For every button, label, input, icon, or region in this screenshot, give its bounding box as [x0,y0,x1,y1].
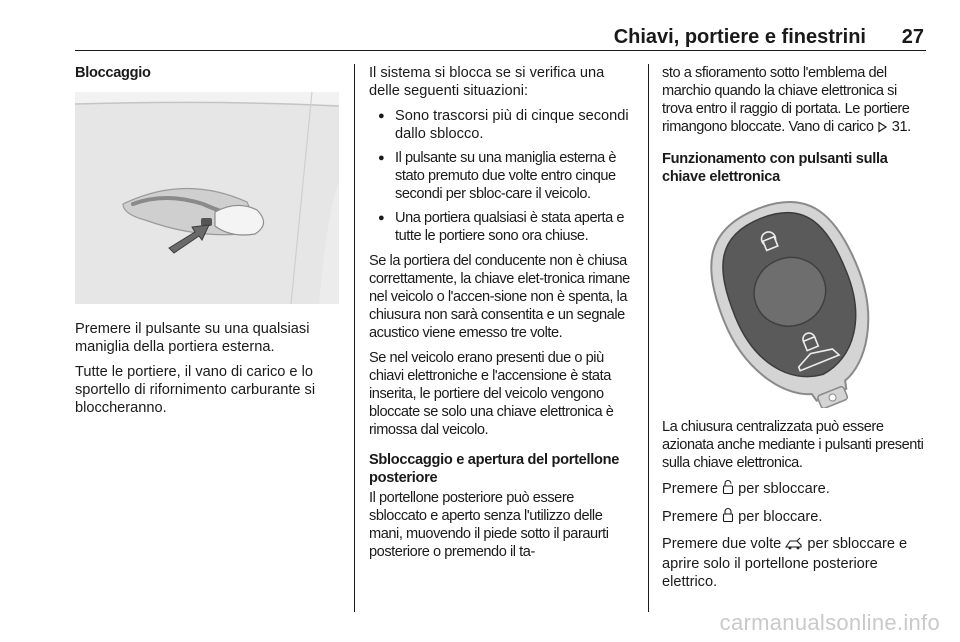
unlock-suffix: per sbloccare. [738,481,830,497]
list-item: ● Il pulsante su una maniglia esterna è stato premuto due volte entro cinque secondi per sbloc-care il veicolo. [369,149,634,203]
col1-paragraph-1: Premere il pulsante su una qualsiasi maniglia della portiera esterna. [75,321,310,355]
tailgate-suffix: per sbloccare e aprire solo il portellone posteriore elettrico. [662,536,908,590]
section-heading-tailgate: Sbloccaggio e apertura del portellone posteriore [369,452,620,486]
unlock-icon [722,479,734,500]
lock-conditions-list [369,107,634,245]
unlock-prefix: Premere [662,481,718,497]
lock-suffix: per bloccare. [738,509,823,525]
col3-paragraph-1-text: sto a sfioramento sotto l'emblema del marchio quando la chiave elettronica si trova entro il raggio di portata. Le portiere rimangono bloccate. Vano di carico [662,65,910,135]
col1-paragraph-2: Tutte le portiere, il vano di carico e lo sportello di rifornimento carburante si bloccheranno. [75,364,316,416]
col2-paragraph-1: Se la portiera del conducente non è chiusa correttamente, la chiave elet-tronica rimane nel veicolo o l'accen-sione non è spenta, la chiusura non sarà consentita e un segnale acustico viene emesso tre volte. [369,253,630,341]
column-1 [75,64,341,424]
col3-paragraph-2: La chiusura centralizzata può essere azionata anche mediante i pulsanti presenti sulla chiave elettronica. [662,419,924,471]
column-divider-2 [648,64,649,612]
electronic-key-illustration [662,196,926,408]
page-header [75,22,926,51]
col3-paragraph-1 [662,64,926,138]
list-item: ● Sono trascorsi più di cinque secondi dallo sblocco. [369,107,634,143]
column-2 [369,64,634,568]
door-handle-illustration [75,92,339,304]
lock-instruction [662,507,926,528]
lock-icon [722,507,734,528]
page-number: 27 [901,26,924,48]
column-divider-1 [354,64,355,612]
lock-prefix: Premere [662,509,718,525]
section-heading-key-buttons: Funzionamento con pulsanti sulla chiave elettronica [662,151,888,185]
list-item: ● Una portiera qualsiasi è stata aperta e tutte le portiere sono ora chiuse. [369,209,634,245]
tailgate-prefix: Premere due volte [662,536,782,552]
chapter-title: Chiavi, portiere e finestrini [613,26,866,48]
col2-intro: Il sistema si blocca se si verifica una delle seguenti situazioni: [369,65,605,99]
tailgate-instruction [662,535,926,591]
column-3 [662,64,926,598]
page-reference-number: 31. [891,119,911,135]
page-reference-icon [877,120,888,138]
col2-paragraph-2: Se nel veicolo erano presenti due o più chiavi elettroniche e l'accensione è stata inserita, le portiere del veicolo vengono bloccate se solo una chiave elettronica è rimossa dal veicolo. [369,350,614,438]
unlock-instruction [662,479,926,500]
col2-paragraph-3: Il portellone posteriore può essere sbloccato e aperto senza l'utilizzo delle mani, muovendo il piede sotto il paraurti posteriore o premendo il ta- [369,490,609,560]
section-heading-locking: Bloccaggio [75,65,151,81]
tailgate-icon [785,537,803,555]
watermark: carmanualsonline.info [719,610,940,635]
